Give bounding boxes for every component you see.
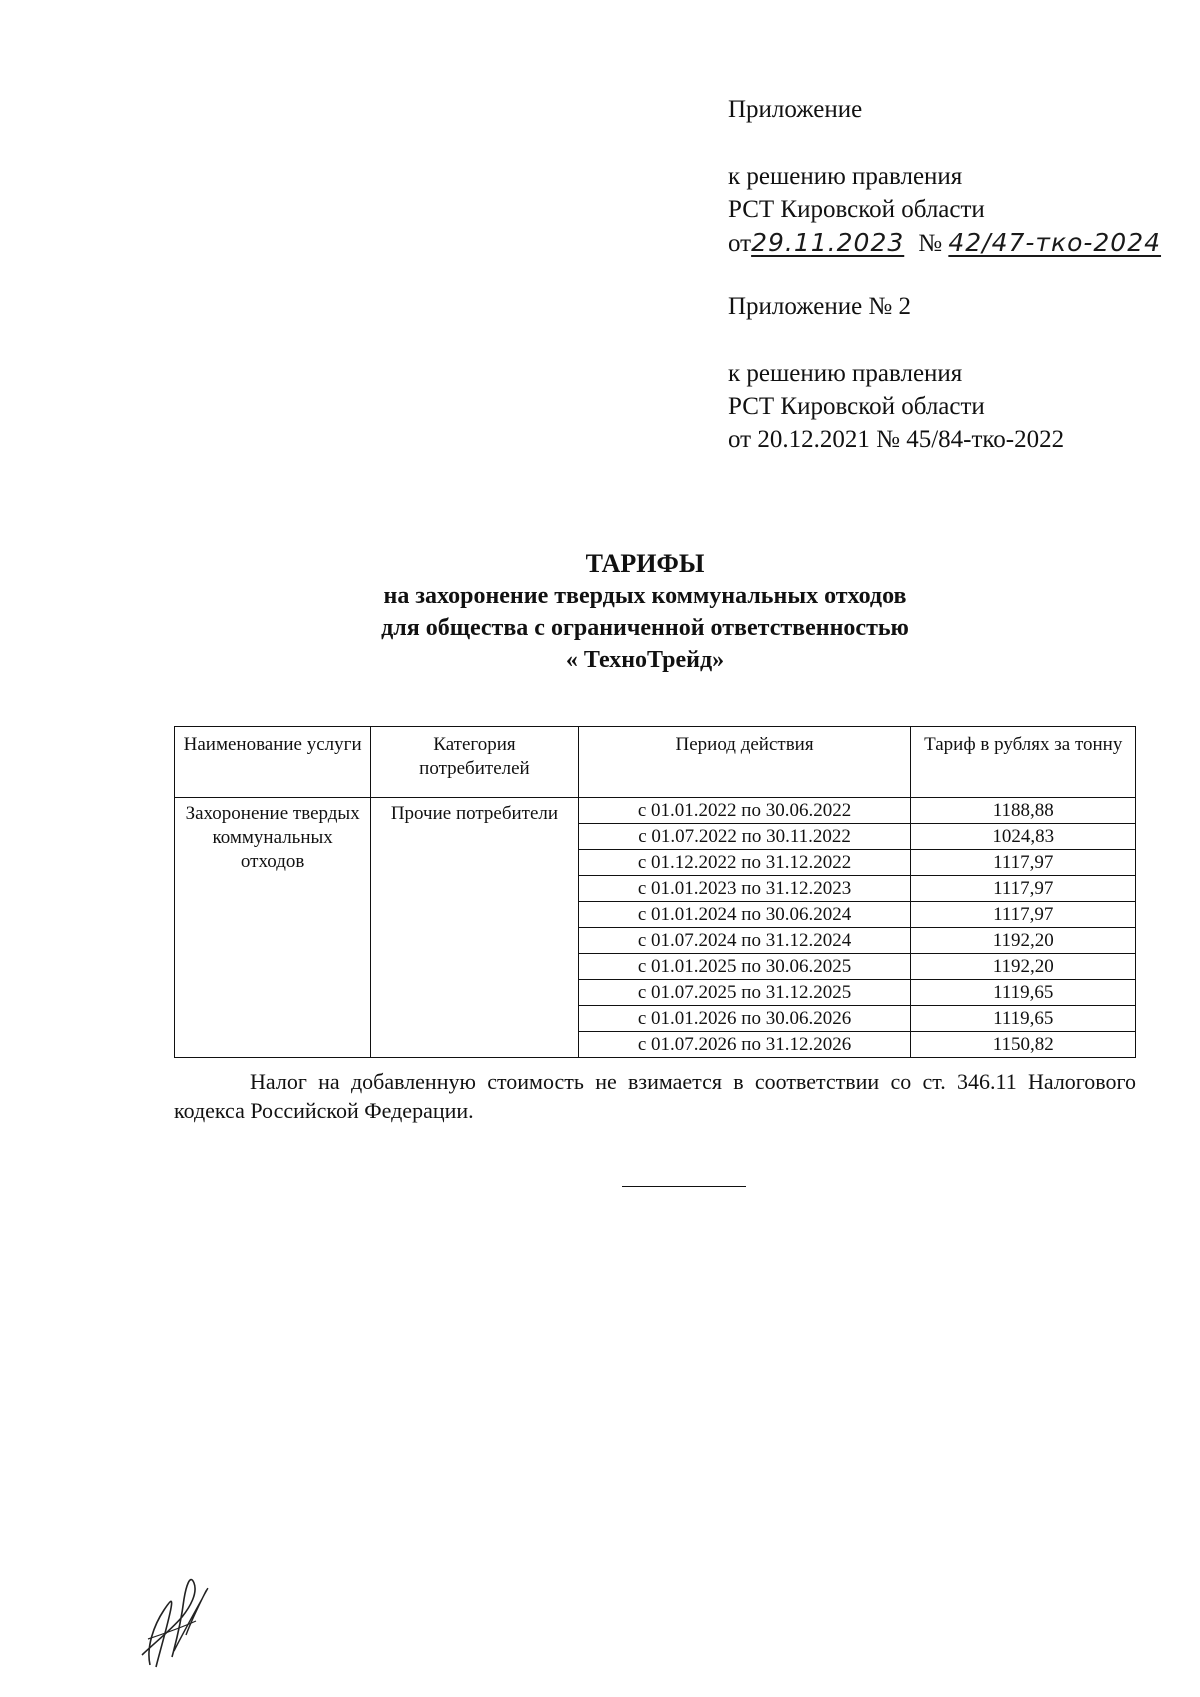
tariff-cell: 1192,20 [911, 954, 1136, 980]
period-cell: с 01.01.2023 по 31.12.2023 [578, 876, 911, 902]
appendix-2-label: Приложение № 2 [728, 293, 912, 320]
decision-line-1: к решению правления [728, 163, 963, 190]
header-service: Наименование услуги [175, 727, 371, 798]
period-cell: с 01.01.2022 по 30.06.2022 [578, 798, 911, 824]
decision-line-2: РСТ Кировской области [728, 196, 985, 223]
appendix-header [728, 93, 862, 126]
handwritten-number: 42/47-тко-2024 [948, 228, 1162, 257]
tariff-cell: 1117,97 [911, 876, 1136, 902]
tariff-cell: 1192,20 [911, 928, 1136, 954]
appendix-2-header [728, 290, 911, 323]
decision-2-line-3: от 20.12.2021 № 45/84-тко-2022 [728, 426, 1065, 453]
handwritten-date: 29.11.2023 [751, 228, 905, 257]
decision-line-3 [728, 226, 1161, 260]
vat-note: Налог на добавленную стоимость не взимается в соответствии со ст. 346.11 Налогового кодекса Российской Федерации. [174, 1069, 1136, 1123]
period-cell: с 01.01.2025 по 30.06.2025 [578, 954, 911, 980]
decision-2-line-1: к решению правления [728, 360, 963, 387]
period-cell: с 01.01.2024 по 30.06.2024 [578, 902, 911, 928]
tariff-cell: 1024,83 [911, 824, 1136, 850]
end-divider [622, 1186, 746, 1187]
handwritten-signature-icon [120, 1555, 220, 1675]
table-body [175, 798, 1136, 1058]
appendix-label: Приложение [728, 96, 863, 123]
period-cell: с 01.07.2024 по 31.12.2024 [578, 928, 911, 954]
header-category: Категория потребителей [371, 727, 578, 798]
service-name-cell: Захоронение твердых коммунальных отходов [175, 798, 371, 1058]
period-cell: с 01.07.2022 по 30.11.2022 [578, 824, 911, 850]
title-line-4: « ТехноТрейд» [565, 647, 725, 673]
header-period: Период действия [578, 727, 911, 798]
from-prefix: от [728, 230, 752, 257]
table-header-row [175, 727, 1136, 798]
table-row [175, 798, 1136, 824]
header-tariff: Тариф в рублях за тонну [911, 727, 1136, 798]
period-cell: с 01.07.2025 по 31.12.2025 [578, 980, 911, 1006]
period-cell: с 01.01.2026 по 30.06.2026 [578, 1006, 911, 1032]
title-line-3: для общества с ограниченной ответственностью [381, 615, 909, 641]
tariff-cell: 1119,65 [911, 1006, 1136, 1032]
period-cell: с 01.12.2022 по 31.12.2022 [578, 850, 911, 876]
title-line-2: на захоронение твердых коммунальных отходов [383, 583, 907, 609]
tariff-cell: 1117,97 [911, 850, 1136, 876]
tariff-cell: 1150,82 [911, 1032, 1136, 1058]
category-cell: Прочие потребители [371, 798, 578, 1058]
decision-reference [728, 160, 1161, 260]
period-cell: с 01.07.2026 по 31.12.2026 [578, 1032, 911, 1058]
tariff-cell: 1188,88 [911, 798, 1136, 824]
tariff-cell: 1117,97 [911, 902, 1136, 928]
title-main: ТАРИФЫ [585, 549, 705, 578]
tariff-table [174, 726, 1136, 1058]
decision-2-line-2: РСТ Кировской области [728, 393, 985, 420]
tariff-cell: 1119,65 [911, 980, 1136, 1006]
document-title [0, 548, 1200, 676]
number-sign: № [918, 230, 943, 257]
decision-2-reference [728, 357, 1064, 456]
